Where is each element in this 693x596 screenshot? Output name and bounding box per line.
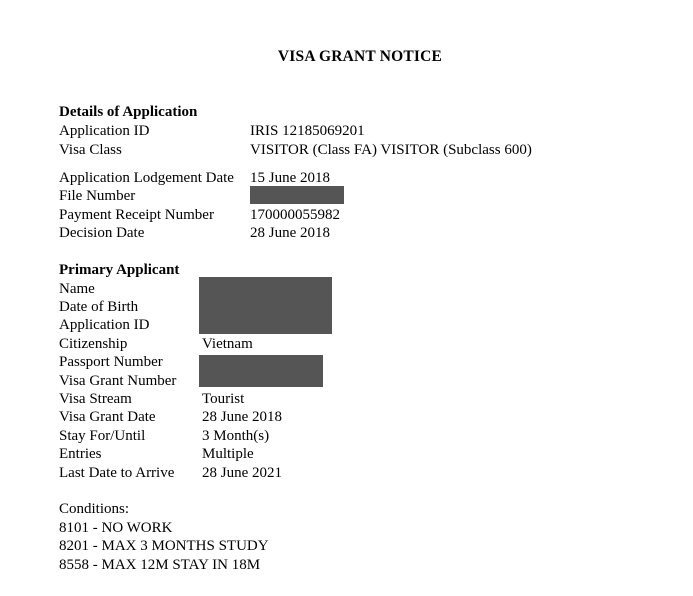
stay-for-until-value: 3 Month(s)	[202, 428, 270, 444]
citizenship-value: Vietnam	[202, 336, 253, 352]
name-dob-id-redaction	[199, 277, 332, 334]
visa-grant-date-label: Visa Grant Date	[59, 409, 156, 425]
document-title: VISA GRANT NOTICE	[277, 48, 443, 65]
stay-for-until-label: Stay For/Until	[59, 428, 146, 444]
application-details-heading: Details of Application	[59, 104, 198, 120]
visa-grant-date-value: 28 June 2018	[202, 409, 282, 425]
payment-receipt-label: Payment Receipt Number	[59, 207, 214, 223]
visa-grant-number-label: Visa Grant Number	[59, 373, 177, 389]
condition-item: 8558 - MAX 12M STAY IN 18M	[59, 557, 261, 573]
file-number-label: File Number	[59, 188, 136, 204]
file-number-redaction	[250, 186, 344, 204]
entries-value: Multiple	[202, 446, 254, 462]
visa-class-label: Visa Class	[59, 142, 122, 158]
decision-date-label: Decision Date	[59, 225, 145, 241]
last-date-to-arrive-value: 28 June 2021	[202, 465, 282, 481]
citizenship-label: Citizenship	[59, 336, 128, 352]
condition-item: 8101 - NO WORK	[59, 520, 173, 536]
visa-stream-value: Tourist	[202, 391, 245, 407]
applicant-application-id-label: Application ID	[59, 317, 150, 333]
conditions-heading: Conditions:	[59, 501, 130, 517]
passport-grant-number-redaction	[199, 355, 323, 387]
lodgement-date-label: Application Lodgement Date	[59, 170, 234, 186]
entries-label: Entries	[59, 446, 102, 462]
date-of-birth-label: Date of Birth	[59, 299, 139, 315]
condition-item: 8201 - MAX 3 MONTHS STUDY	[59, 538, 269, 554]
last-date-to-arrive-label: Last Date to Arrive	[59, 465, 175, 481]
visa-stream-label: Visa Stream	[59, 391, 132, 407]
application-id-value: IRIS 12185069201	[250, 123, 365, 139]
payment-receipt-value: 170000055982	[250, 207, 340, 223]
decision-date-value: 28 June 2018	[250, 225, 330, 241]
application-id-label: Application ID	[59, 123, 150, 139]
primary-applicant-heading: Primary Applicant	[59, 262, 180, 278]
lodgement-date-value: 15 June 2018	[250, 170, 330, 186]
visa-class-value: VISITOR (Class FA) VISITOR (Subclass 600)	[250, 142, 532, 158]
name-label: Name	[59, 281, 95, 297]
passport-number-label: Passport Number	[59, 354, 163, 370]
